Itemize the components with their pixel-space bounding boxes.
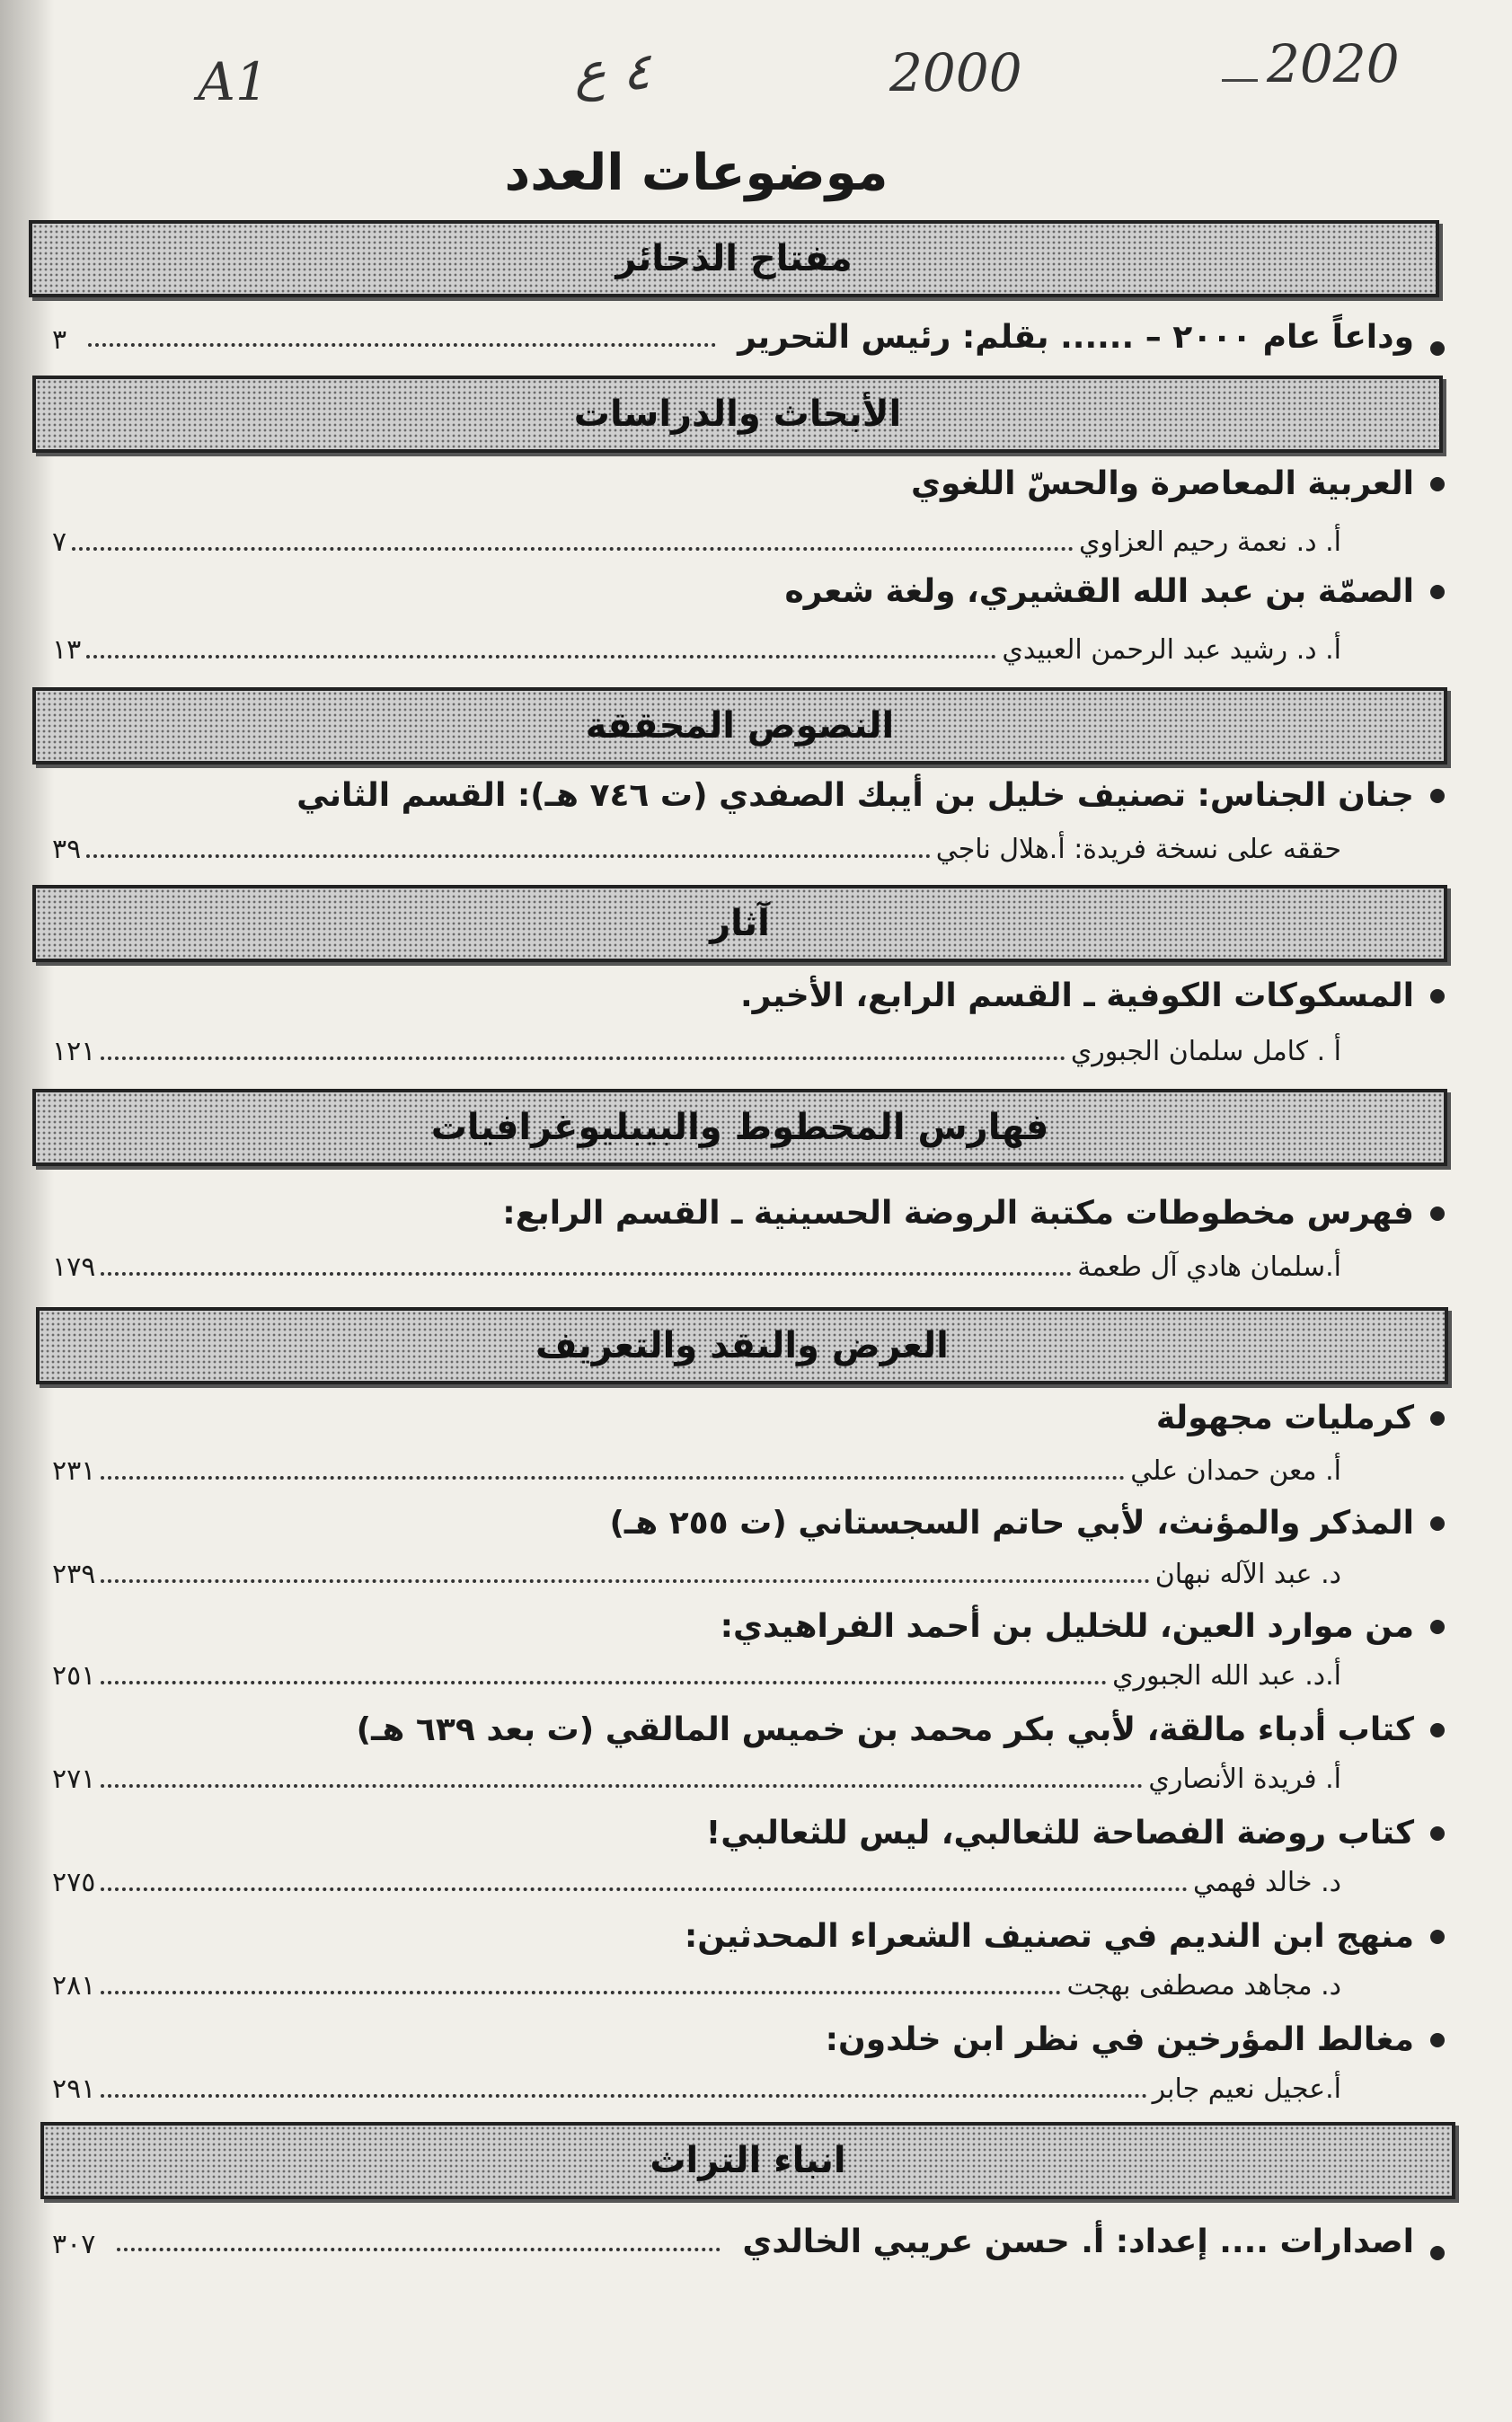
- bullet-icon: [1430, 585, 1445, 599]
- section-header: [32, 376, 1443, 453]
- page-number: ٢٣١: [52, 1455, 96, 1487]
- section-title: آثار: [710, 903, 770, 944]
- entry-title: الصمّة بن عبد الله القشيري، ولغة شعره: [784, 573, 1414, 610]
- entry-author: د. عبد الآله نبهان: [1154, 1559, 1341, 1590]
- entry-author-line: [52, 634, 1341, 666]
- page-number: ٧: [52, 526, 67, 558]
- dot-leader: [101, 2091, 1146, 2098]
- dot-leader: [101, 1987, 1061, 1994]
- dot-leader: [86, 651, 996, 659]
- handwritten-note-left: A1: [198, 51, 269, 112]
- dot-leader: [101, 1576, 1149, 1583]
- entry-author-line: [52, 526, 1341, 558]
- entry-title: جنان الجناس: تصنيف خليل بن أيبك الصفدي (ت ٧٤٦ هـ): القسم الثاني: [296, 777, 1414, 814]
- page-number: ٢٧١: [52, 1763, 96, 1795]
- toc-entry: [502, 1195, 1445, 1232]
- page-title: موضوعات العدد: [504, 144, 889, 202]
- entry-author: أ. معن حمدان علي: [1130, 1455, 1341, 1487]
- page-number: ١٧٩: [52, 1251, 96, 1283]
- bullet-icon: [1430, 477, 1445, 491]
- entry-author: أ.عجيل نعيم جابر: [1152, 2073, 1341, 2105]
- page-number: ٢٧٥: [52, 1867, 96, 1898]
- toc-entry: [609, 1505, 1445, 1542]
- dot-leader: [117, 2244, 721, 2251]
- entry-title: اصدارات .... إعداد: أ. حسن عريبي الخالدي: [742, 2223, 1414, 2260]
- entry-title: العربية المعاصرة والحسّ اللغوي: [911, 465, 1414, 502]
- entry-author: حققه على نسخة فريدة: أ.هلال ناجي: [935, 834, 1341, 865]
- entry-author: د. مجاهد مصطفى بهجت: [1066, 1970, 1341, 2002]
- page-number: ٣: [52, 324, 67, 356]
- entry-title: منهج ابن النديم في تصنيف الشعراء المحدثين:: [684, 1918, 1414, 1955]
- bullet-icon: [1430, 1723, 1445, 1737]
- section-header: [32, 687, 1447, 765]
- section-header: [36, 1307, 1448, 1384]
- handwritten-year-2000: 2000: [889, 42, 1022, 103]
- bullet-icon: [1430, 341, 1445, 356]
- handwritten-year-2020: 2020: [1267, 33, 1400, 94]
- entry-author-line: [52, 1036, 1341, 1067]
- dot-leader: [88, 340, 716, 347]
- entry-title: وداعاً عام ٢٠٠٠ – ...... بقلم: رئيس التحرير: [738, 319, 1414, 356]
- entry-title: المذكر والمؤنث، لأبي حاتم السجستاني (ت ٢٥٥ هـ): [609, 1505, 1414, 1542]
- section-title: العرض والنقد والتعريف: [535, 1325, 949, 1366]
- entry-author-line: [52, 1970, 1341, 2002]
- bullet-icon: [1430, 1930, 1445, 1944]
- entry-author-line: [52, 1455, 1341, 1487]
- entry-author: أ.د. عبد الله الجبوري: [1112, 1660, 1341, 1692]
- toc-entry: [296, 777, 1445, 814]
- entry-author: أ.سلمان هادي آل طعمة: [1077, 1251, 1341, 1283]
- entry-author: أ. د. نعمة رحيم العزاوي: [1078, 526, 1341, 558]
- section-header: [32, 1089, 1447, 1166]
- toc-entry: [721, 1608, 1445, 1645]
- entry-author: د. خالد فهمي: [1192, 1867, 1341, 1898]
- dot-leader: [72, 544, 1074, 551]
- handwritten-note-midleft: ٤ ع: [575, 40, 651, 102]
- handwritten-dash: [1222, 79, 1258, 82]
- section-title: انباء التراث: [650, 2140, 846, 2181]
- entry-title: كرمليات مجهولة: [1155, 1400, 1414, 1436]
- dot-leader: [101, 1472, 1125, 1480]
- entry-author-line: [52, 1867, 1341, 1898]
- entry-author-line: [52, 1559, 1341, 1590]
- bullet-icon: [1430, 1411, 1445, 1426]
- entry-author: أ. د. رشيد عبد الرحمن العبيدي: [1002, 634, 1341, 666]
- dot-leader: [101, 1677, 1107, 1684]
- section-title: فهارس المخطوط والبيبليوغرافيات: [430, 1107, 1049, 1148]
- section-header: [29, 220, 1439, 297]
- bullet-icon: [1430, 1516, 1445, 1531]
- entry-author: أ. فريدة الأنصاري: [1148, 1763, 1341, 1795]
- page-number: ٣٠٧: [52, 2229, 96, 2260]
- toc-entry: [685, 1918, 1445, 1955]
- dot-leader: [86, 851, 930, 858]
- page-number: ١٣: [52, 634, 82, 666]
- page-number: ١٢١: [52, 1036, 96, 1067]
- toc-entry: [52, 2223, 1445, 2260]
- toc-entry: [785, 573, 1445, 610]
- toc-entry: [740, 977, 1445, 1014]
- entry-author-line: [52, 2073, 1341, 2105]
- dot-leader: [101, 1053, 1065, 1060]
- entry-title: فهرس مخطوطات مكتبة الروضة الحسينية ـ القسم الرابع:: [502, 1195, 1414, 1232]
- page-number: ٢٣٩: [52, 1559, 96, 1590]
- page-number: ٢٩١: [52, 2073, 96, 2105]
- section-title: النصوص المحققة: [585, 705, 895, 747]
- section-title: الأبحاث والدراسات: [573, 393, 902, 435]
- dot-leader: [101, 1268, 1072, 1276]
- page-number: ٢٥١: [52, 1660, 96, 1692]
- bullet-icon: [1430, 789, 1445, 803]
- toc-entry: [706, 1815, 1445, 1852]
- bullet-icon: [1430, 1207, 1445, 1221]
- entry-title: من موارد العين، للخليل بن أحمد الفراهيدي:: [720, 1608, 1414, 1645]
- page-number: ٢٨١: [52, 1970, 96, 2002]
- entry-author-line: [52, 1251, 1341, 1283]
- bullet-icon: [1430, 2033, 1445, 2047]
- entry-title: كتاب روضة الفصاحة للثعالبي، ليس للثعالبي!: [705, 1815, 1414, 1852]
- section-header: [32, 885, 1447, 962]
- entry-author-line: [52, 1763, 1341, 1795]
- bullet-icon: [1430, 1620, 1445, 1634]
- toc-entry: [911, 465, 1445, 502]
- entry-author-line: [52, 1660, 1341, 1692]
- toc-entry: [1156, 1400, 1445, 1436]
- entry-title: كتاب أدباء مالقة، لأبي بكر محمد بن خميس المالقي (ت بعد ٦٣٩ هـ): [356, 1711, 1414, 1748]
- entry-author-line: [52, 834, 1341, 865]
- dot-leader: [101, 1781, 1143, 1788]
- entry-title: المسكوكات الكوفية ـ القسم الرابع، الأخير.: [739, 977, 1414, 1014]
- binding-gutter: [0, 0, 54, 2422]
- bullet-icon: [1430, 989, 1445, 1003]
- dot-leader: [101, 1884, 1188, 1891]
- entry-author: أ . كامل سلمان الجبوري: [1070, 1036, 1341, 1067]
- bullet-icon: [1430, 1826, 1445, 1841]
- toc-entry: [52, 319, 1445, 356]
- toc-entry: [357, 1711, 1445, 1748]
- section-header: [40, 2122, 1455, 2199]
- toc-entry: [826, 2021, 1445, 2058]
- entry-title: مغالط المؤرخين في نظر ابن خلدون:: [825, 2021, 1414, 2058]
- section-title: مفتاح الذخائر: [615, 238, 853, 279]
- bullet-icon: [1430, 2246, 1445, 2260]
- page-number: ٣٩: [52, 834, 82, 865]
